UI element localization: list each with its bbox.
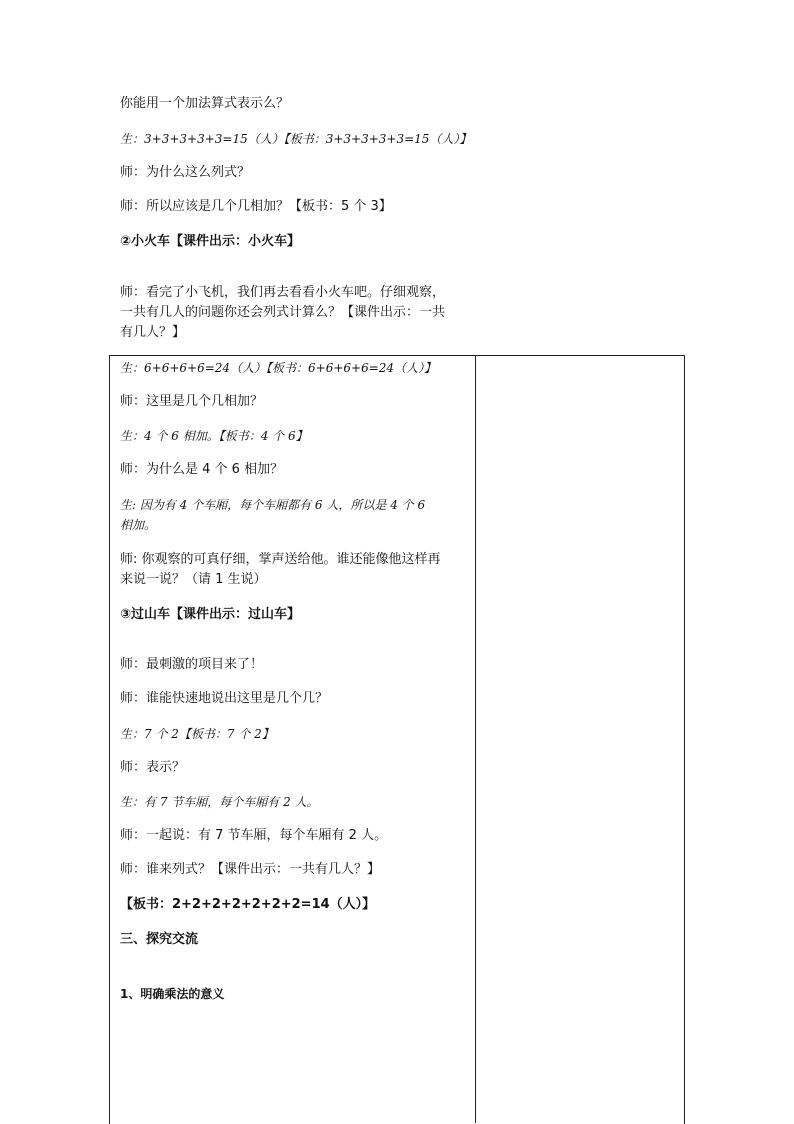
student-answer-line: 生：3+3+3+3+3=15（人）【板书：3+3+3+3+3=15（人）】 (120, 132, 472, 146)
subsection-heading: 1、明确乘法的意义 (120, 987, 225, 1001)
section-heading-roller-coaster: ③过山车【课件出示：过山车】 (120, 607, 301, 622)
student-answer-line: 生：6+6+6+6=24（人）【板书：6+6+6+6=24（人）】 (120, 361, 437, 375)
teacher-line: 师：一起说：有 7 节车厢，每个车厢有 2 人。 (120, 828, 388, 843)
intro-question: 你能用一个加法算式表示么？ (120, 96, 290, 111)
table-column-divider (475, 355, 476, 1123)
teacher-line: 师：表示？ (120, 760, 186, 775)
student-answer-line: 生：7 个 2【板书：7 个 2】 (120, 727, 274, 741)
teacher-line: 师：所以应该是几个几相加？【板书：5 个 3】 (120, 199, 392, 214)
teacher-line-cont: 一共有几人的问题你还会列式计算么？【课件出示：一共 (120, 305, 446, 320)
teacher-line: 师: 你观察的可真仔细，掌声送给他。谁还能像他这样再 (120, 552, 441, 567)
board-note: 【板书：2+2+2+2+2+2+2=14（人）】 (120, 897, 376, 912)
student-answer-line-cont: 相加。 (120, 518, 157, 532)
teacher-line: 师：看完了小飞机，我们再去看看小火车吧。仔细观察， (120, 285, 446, 300)
student-answer-line: 生：有 7 节车厢，每个车厢有 2 人。 (120, 795, 319, 809)
teacher-line: 师：最刺激的项目来了！ (120, 657, 264, 672)
teacher-line-cont: 来说一说？（请 1 生说） (120, 572, 267, 587)
teacher-line: 师：为什么是 4 个 6 相加？ (120, 462, 284, 477)
section-heading-explore: 三、探究交流 (120, 932, 199, 947)
teacher-line: 师：这里是几个几相加？ (120, 394, 264, 409)
teacher-line-cont: 有几人？】 (120, 325, 186, 340)
teacher-line: 师：为什么这么列式？ (120, 165, 251, 180)
teacher-line: 师：谁能快速地说出这里是几个几？ (120, 691, 329, 706)
student-answer-line: 生: 因为有 4 个车厢，每个车厢都有 6 人，所以是 4 个 6 (120, 498, 426, 512)
section-heading-train: ②小火车【课件出示：小火车】 (120, 234, 301, 249)
teacher-line: 师：谁来列式？【课件出示：一共有几人？】 (120, 862, 381, 877)
student-answer-line: 生：4 个 6 相加。【板书：4 个 6】 (120, 429, 308, 443)
